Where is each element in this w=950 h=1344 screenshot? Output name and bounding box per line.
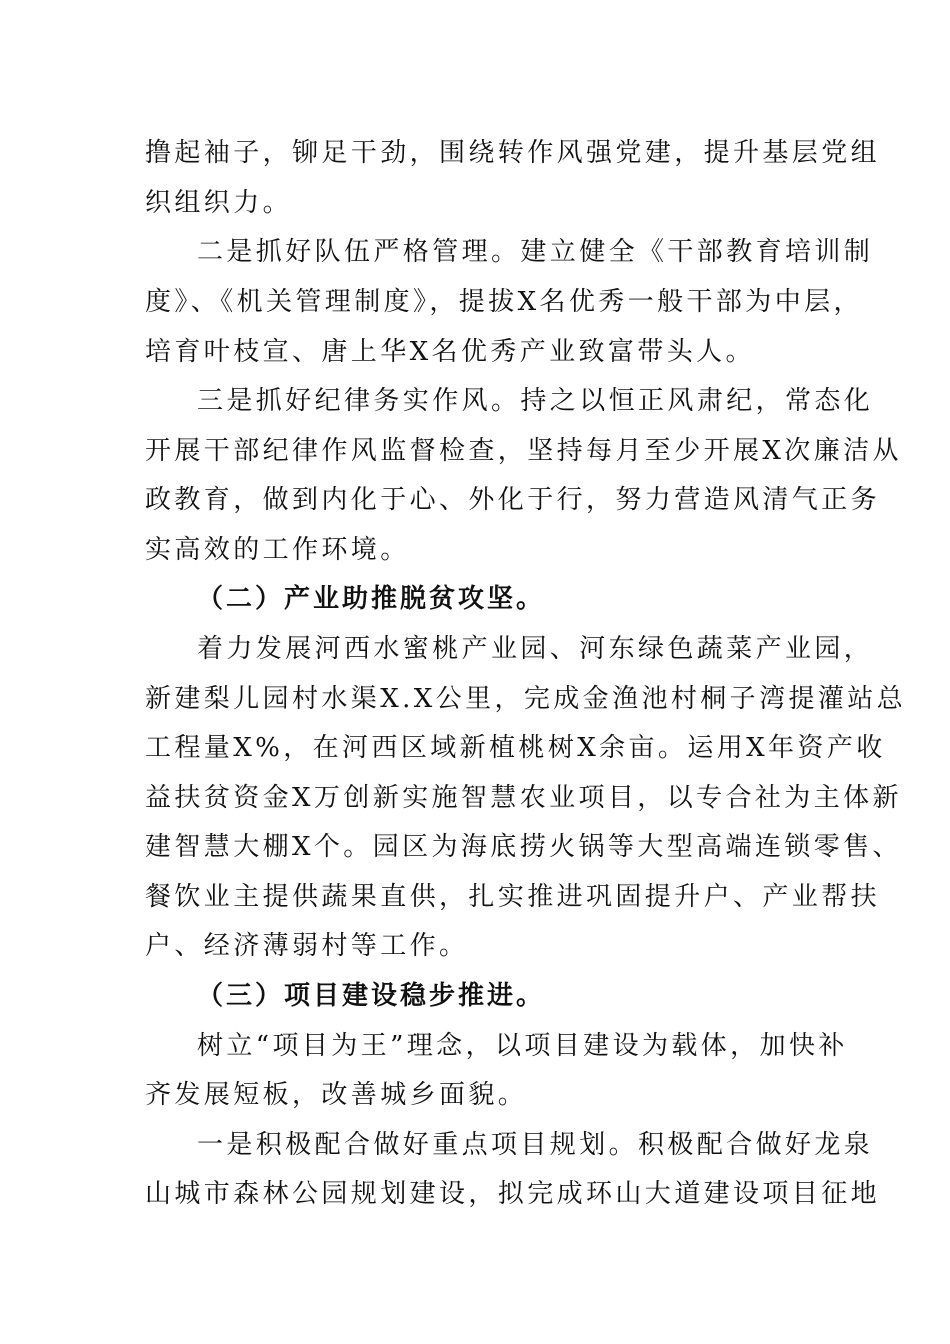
paragraph-line: 实高效的工作环境。 [145,535,410,565]
paragraph-line: 齐发展短板，改善城乡面貌。 [145,1080,528,1110]
paragraph-line: 开展干部纪律作风监督检查，坚持每月至少开展X次廉洁从 [145,436,902,466]
paragraph-line: 树立“项目为王”理念，以项目建设为载体，加快补 [197,1031,848,1061]
paragraph-line: 二是抓好队伍严格管理。建立健全《干部教育培训制 [197,237,874,267]
section-heading: （二）产业助推脱贫攻坚。 [197,584,546,614]
section-heading: （三）项目建设稳步推进。 [197,981,546,1011]
paragraph-line: 着力发展河西水蜜桃产业园、河东绿色蔬菜产业园， [197,634,874,664]
paragraph-line: 三是抓好纪律务实作风。持之以恒正风肃纪，常态化 [197,386,874,416]
paragraph-line: 建智慧大棚X个。园区为海底捞火锅等大型高端连锁零售、 [145,832,902,862]
paragraph-line: 餐饮业主提供蔬果直供，扎实推进巩固提升户、产业帮扶 [145,882,881,912]
paragraph-line: 一是积极配合做好重点项目规划。积极配合做好龙泉 [197,1130,874,1160]
paragraph-line: 山城市森林公园规划建设，拟完成环山大道建设项目征地 [145,1179,881,1209]
paragraph-line: 织组织力。 [145,188,293,218]
paragraph-line: 培育叶枝宣、唐上华X名优秀产业致富带头人。 [145,337,755,367]
paragraph-line: 政教育，做到内化于心、外化于行，努力营造风清气正务 [145,485,881,515]
paragraph-line: 工程量X%，在河西区域新植桃树X余亩。运用X年资产收 [145,733,886,763]
paragraph-line: 撸起袖子，铆足干劲，围绕转作风强党建，提升基层党组 [145,138,881,168]
paragraph-line: 益扶贫资金X万创新实施智慧农业项目，以专合社为主体新 [145,783,902,813]
paragraph-line: 户、经济薄弱村等工作。 [145,931,469,961]
paragraph-line: 新建梨儿园村水渠X.X公里，完成金渔池村桐子湾提灌站总 [145,684,907,714]
paragraph-line: 度》、《机关管理制度》，提拔X名优秀一般干部为中层， [145,287,863,317]
